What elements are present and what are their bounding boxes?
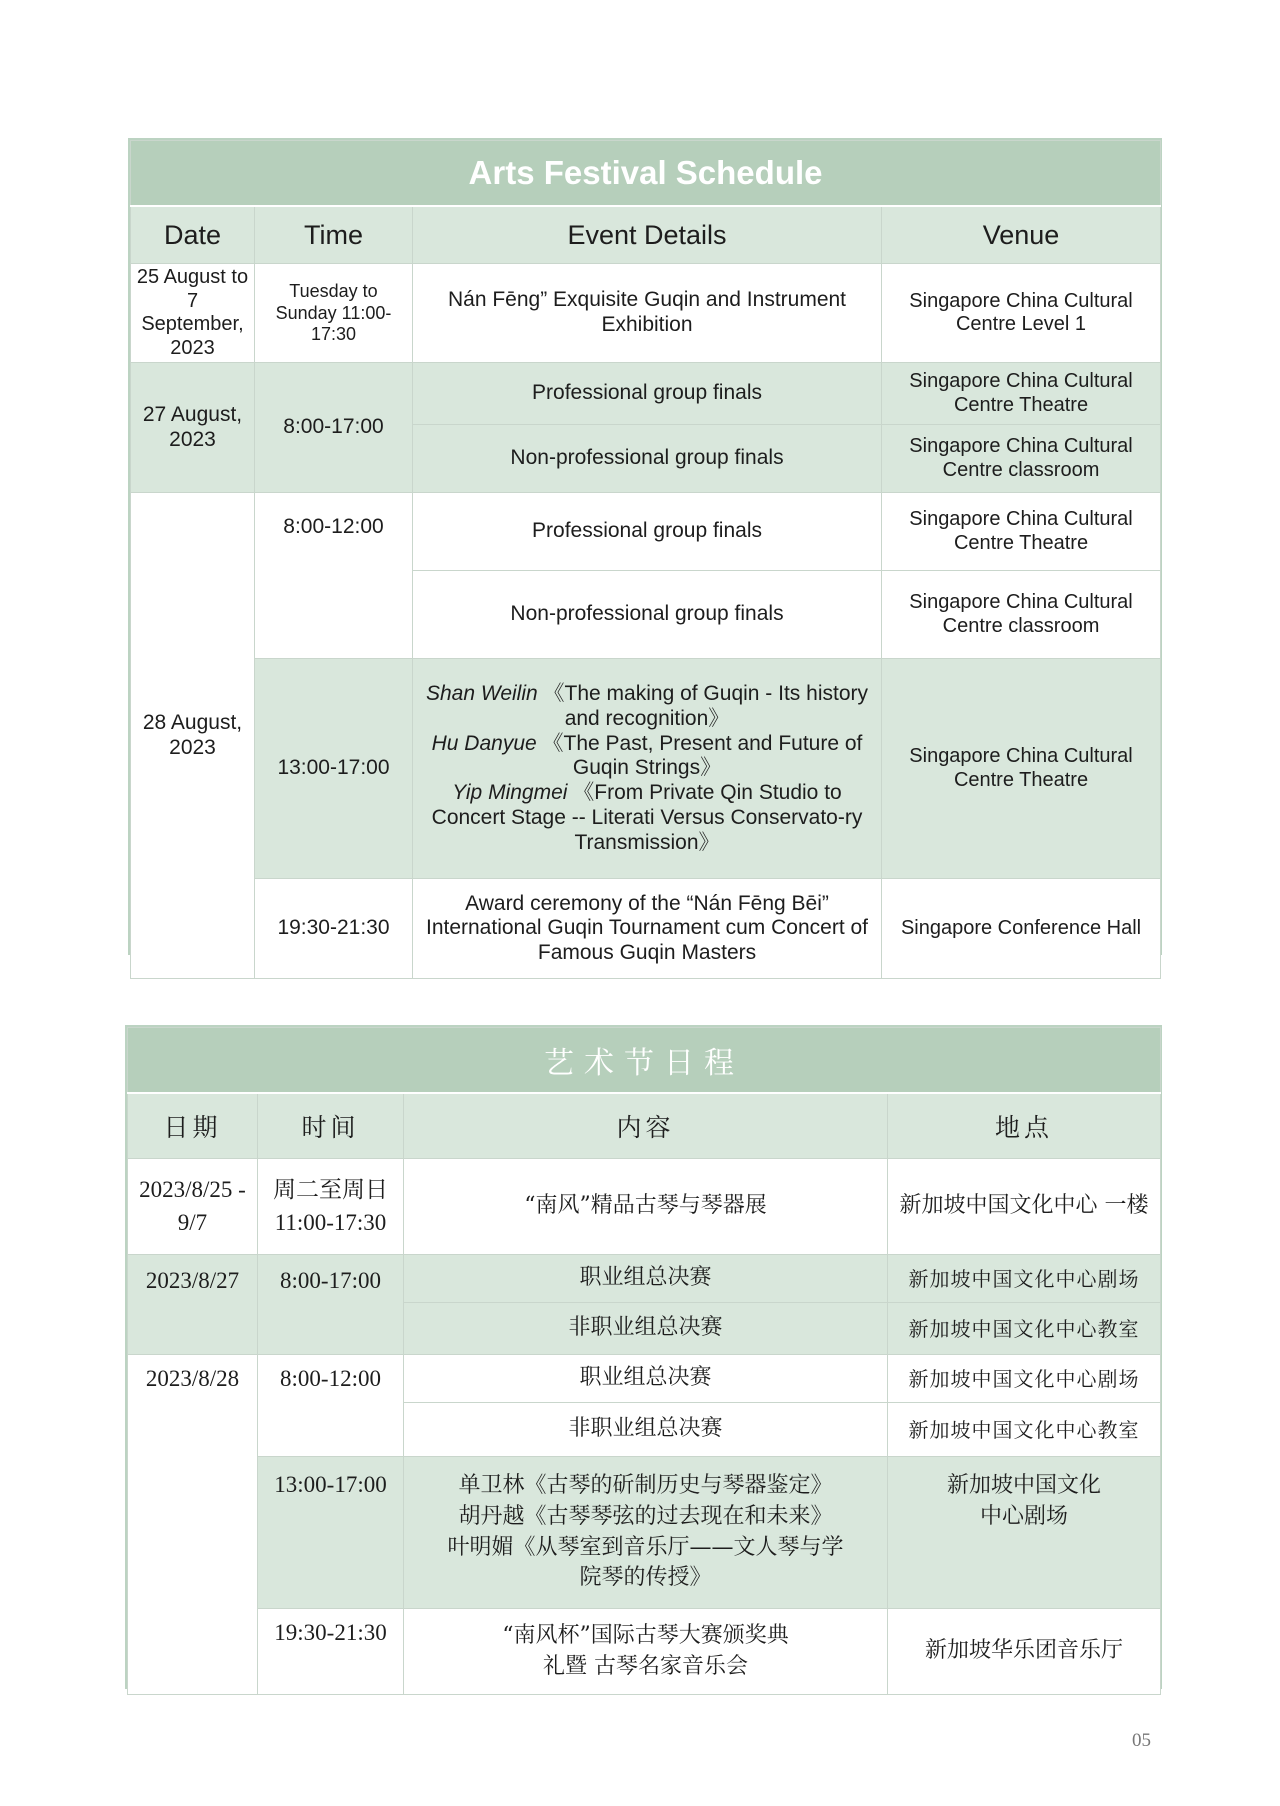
venue-cell: 新加坡中国文化中心剧场 (888, 1355, 1161, 1403)
time-cell (255, 493, 413, 659)
time-text: 8:00-12:00 (280, 1366, 381, 1391)
date-cell: 25 August to 7 September, 2023 (131, 264, 255, 363)
event-cell: Award ceremony of the “Nán Fēng Bēi” International Guqin Tournament cum Concert of Famous Guqin Masters (413, 879, 882, 979)
header-time: 时间 (258, 1093, 404, 1159)
venue-cell: Singapore China Cultural Centre Theatre (882, 493, 1161, 571)
table-row (131, 659, 1161, 879)
time-cell (258, 1457, 404, 1609)
lecture-1 (423, 682, 871, 732)
header-venue: Venue (882, 206, 1161, 264)
event-cell: Professional group finals (413, 363, 882, 425)
event-cell: “南风”精品古琴与琴器展 (404, 1159, 888, 1255)
date-cell (128, 1255, 258, 1355)
date-cell: 28 August, 2023 (131, 493, 255, 979)
lecture-3 (423, 781, 871, 855)
lecture-title: 《The making of Guqin - Its history and recognition》 (543, 682, 868, 730)
venue-cell: 新加坡华乐团音乐厅 (888, 1609, 1161, 1695)
venue-cell: 新加坡中国文化中心 一楼 (888, 1159, 1161, 1255)
header-time: Time (255, 206, 413, 264)
time-cell (258, 1609, 404, 1695)
lecture-2 (423, 732, 871, 782)
table-row (131, 363, 1161, 425)
event-cell: Non-professional group finals (413, 425, 882, 493)
speaker-name: Hu Danyue (431, 731, 537, 755)
speaker-name: Shan Weilin (426, 682, 538, 706)
venue-cell: Singapore China Cultural Centre Theatre (882, 363, 1161, 425)
venue-cell: 新加坡中国文化中心剧场 (888, 1255, 1161, 1303)
venue-cell: Singapore China Cultural Centre Level 1 (882, 264, 1161, 363)
event-cell: 职业组总决赛 (404, 1255, 888, 1303)
table-row (128, 1457, 1161, 1609)
table-title: Arts Festival Schedule (131, 141, 1161, 207)
header-date: 日期 (128, 1093, 258, 1159)
table-row (131, 879, 1161, 979)
time-cell: 周二至周日 11:00-17:30 (258, 1159, 404, 1255)
venue-cell: Singapore China Cultural Centre classroom (882, 425, 1161, 493)
event-cell: Professional group finals (413, 493, 882, 571)
header-event-details: Event Details (413, 206, 882, 264)
time-cell (258, 1355, 404, 1457)
time-cell: 19:30-21:30 (255, 879, 413, 979)
time-text: 13:00-17:00 (274, 1472, 387, 1497)
venue-cell: Singapore China Cultural Centre Theatre (882, 659, 1161, 879)
time-cell: 8:00-17:00 (255, 363, 413, 493)
time-text: 19:30-21:30 (274, 1620, 387, 1645)
table-row (128, 1355, 1161, 1403)
venue-cell: 新加坡中国文化中心教室 (888, 1403, 1161, 1457)
header-event-details: 内容 (404, 1093, 888, 1159)
english-schedule-table (128, 138, 1162, 965)
event-cell: 职业组总决赛 (404, 1355, 888, 1403)
table-row (128, 1609, 1161, 1695)
lecture-title: 《The Past, Present and Future of Guqin Strings》 (542, 731, 863, 780)
venue-cell: 新加坡中国文化 中心剧场 (888, 1457, 1161, 1609)
time-text: 8:00-17:00 (280, 1268, 381, 1293)
event-cell: 非职业组总决赛 (404, 1303, 888, 1355)
time-cell: Tuesday to Sunday 11:00-17:30 (255, 264, 413, 363)
date-text: 2023/8/27 (145, 1268, 240, 1293)
lecture-list-cell (413, 659, 882, 879)
table-title: 艺术节日程 (128, 1028, 1161, 1094)
event-cell: “南风杯”国际古琴大赛颁奖典礼暨 古琴名家音乐会 (404, 1609, 888, 1695)
venue-cell: 新加坡中国文化中心教室 (888, 1303, 1161, 1355)
header-date: Date (131, 206, 255, 264)
table-row (131, 493, 1161, 571)
speaker-name: Yip Mingmei (452, 781, 568, 805)
event-cell: Non-professional group finals (413, 571, 882, 659)
chinese-schedule-table (125, 1025, 1162, 1689)
venue-cell: Singapore China Cultural Centre classroom (882, 571, 1161, 659)
time-cell: 13:00-17:00 (255, 659, 413, 879)
event-cell: Nán Fēng” Exquisite Guqin and Instrument Exhibition (413, 264, 882, 363)
page-number: 05 (1132, 1730, 1151, 1751)
event-cell: 非职业组总决赛 (404, 1403, 888, 1457)
table-row (128, 1255, 1161, 1303)
header-venue: 地点 (888, 1093, 1161, 1159)
table-row (128, 1159, 1161, 1255)
time-text: 8:00-12:00 (283, 515, 384, 539)
lecture-title: 《From Private Qin Studio to Concert Stage -- Literati Versus Conservato-ry Transmission》 (431, 781, 863, 854)
lecture-list-cell: 单卫林《古琴的斫制历史与琴器鉴定》 胡丹越《古琴琴弦的过去现在和未来》 叶明媚《从琴室到音乐厅——文人琴与学院琴的传授》 (404, 1457, 888, 1609)
table-row (131, 264, 1161, 363)
date-cell: 27 August, 2023 (131, 363, 255, 493)
venue-cell: Singapore Conference Hall (882, 879, 1161, 979)
date-text: 2023/8/28 (145, 1366, 240, 1391)
date-cell: 2023/8/25 - 9/7 (128, 1159, 258, 1255)
date-cell (128, 1355, 258, 1695)
time-cell (258, 1255, 404, 1355)
